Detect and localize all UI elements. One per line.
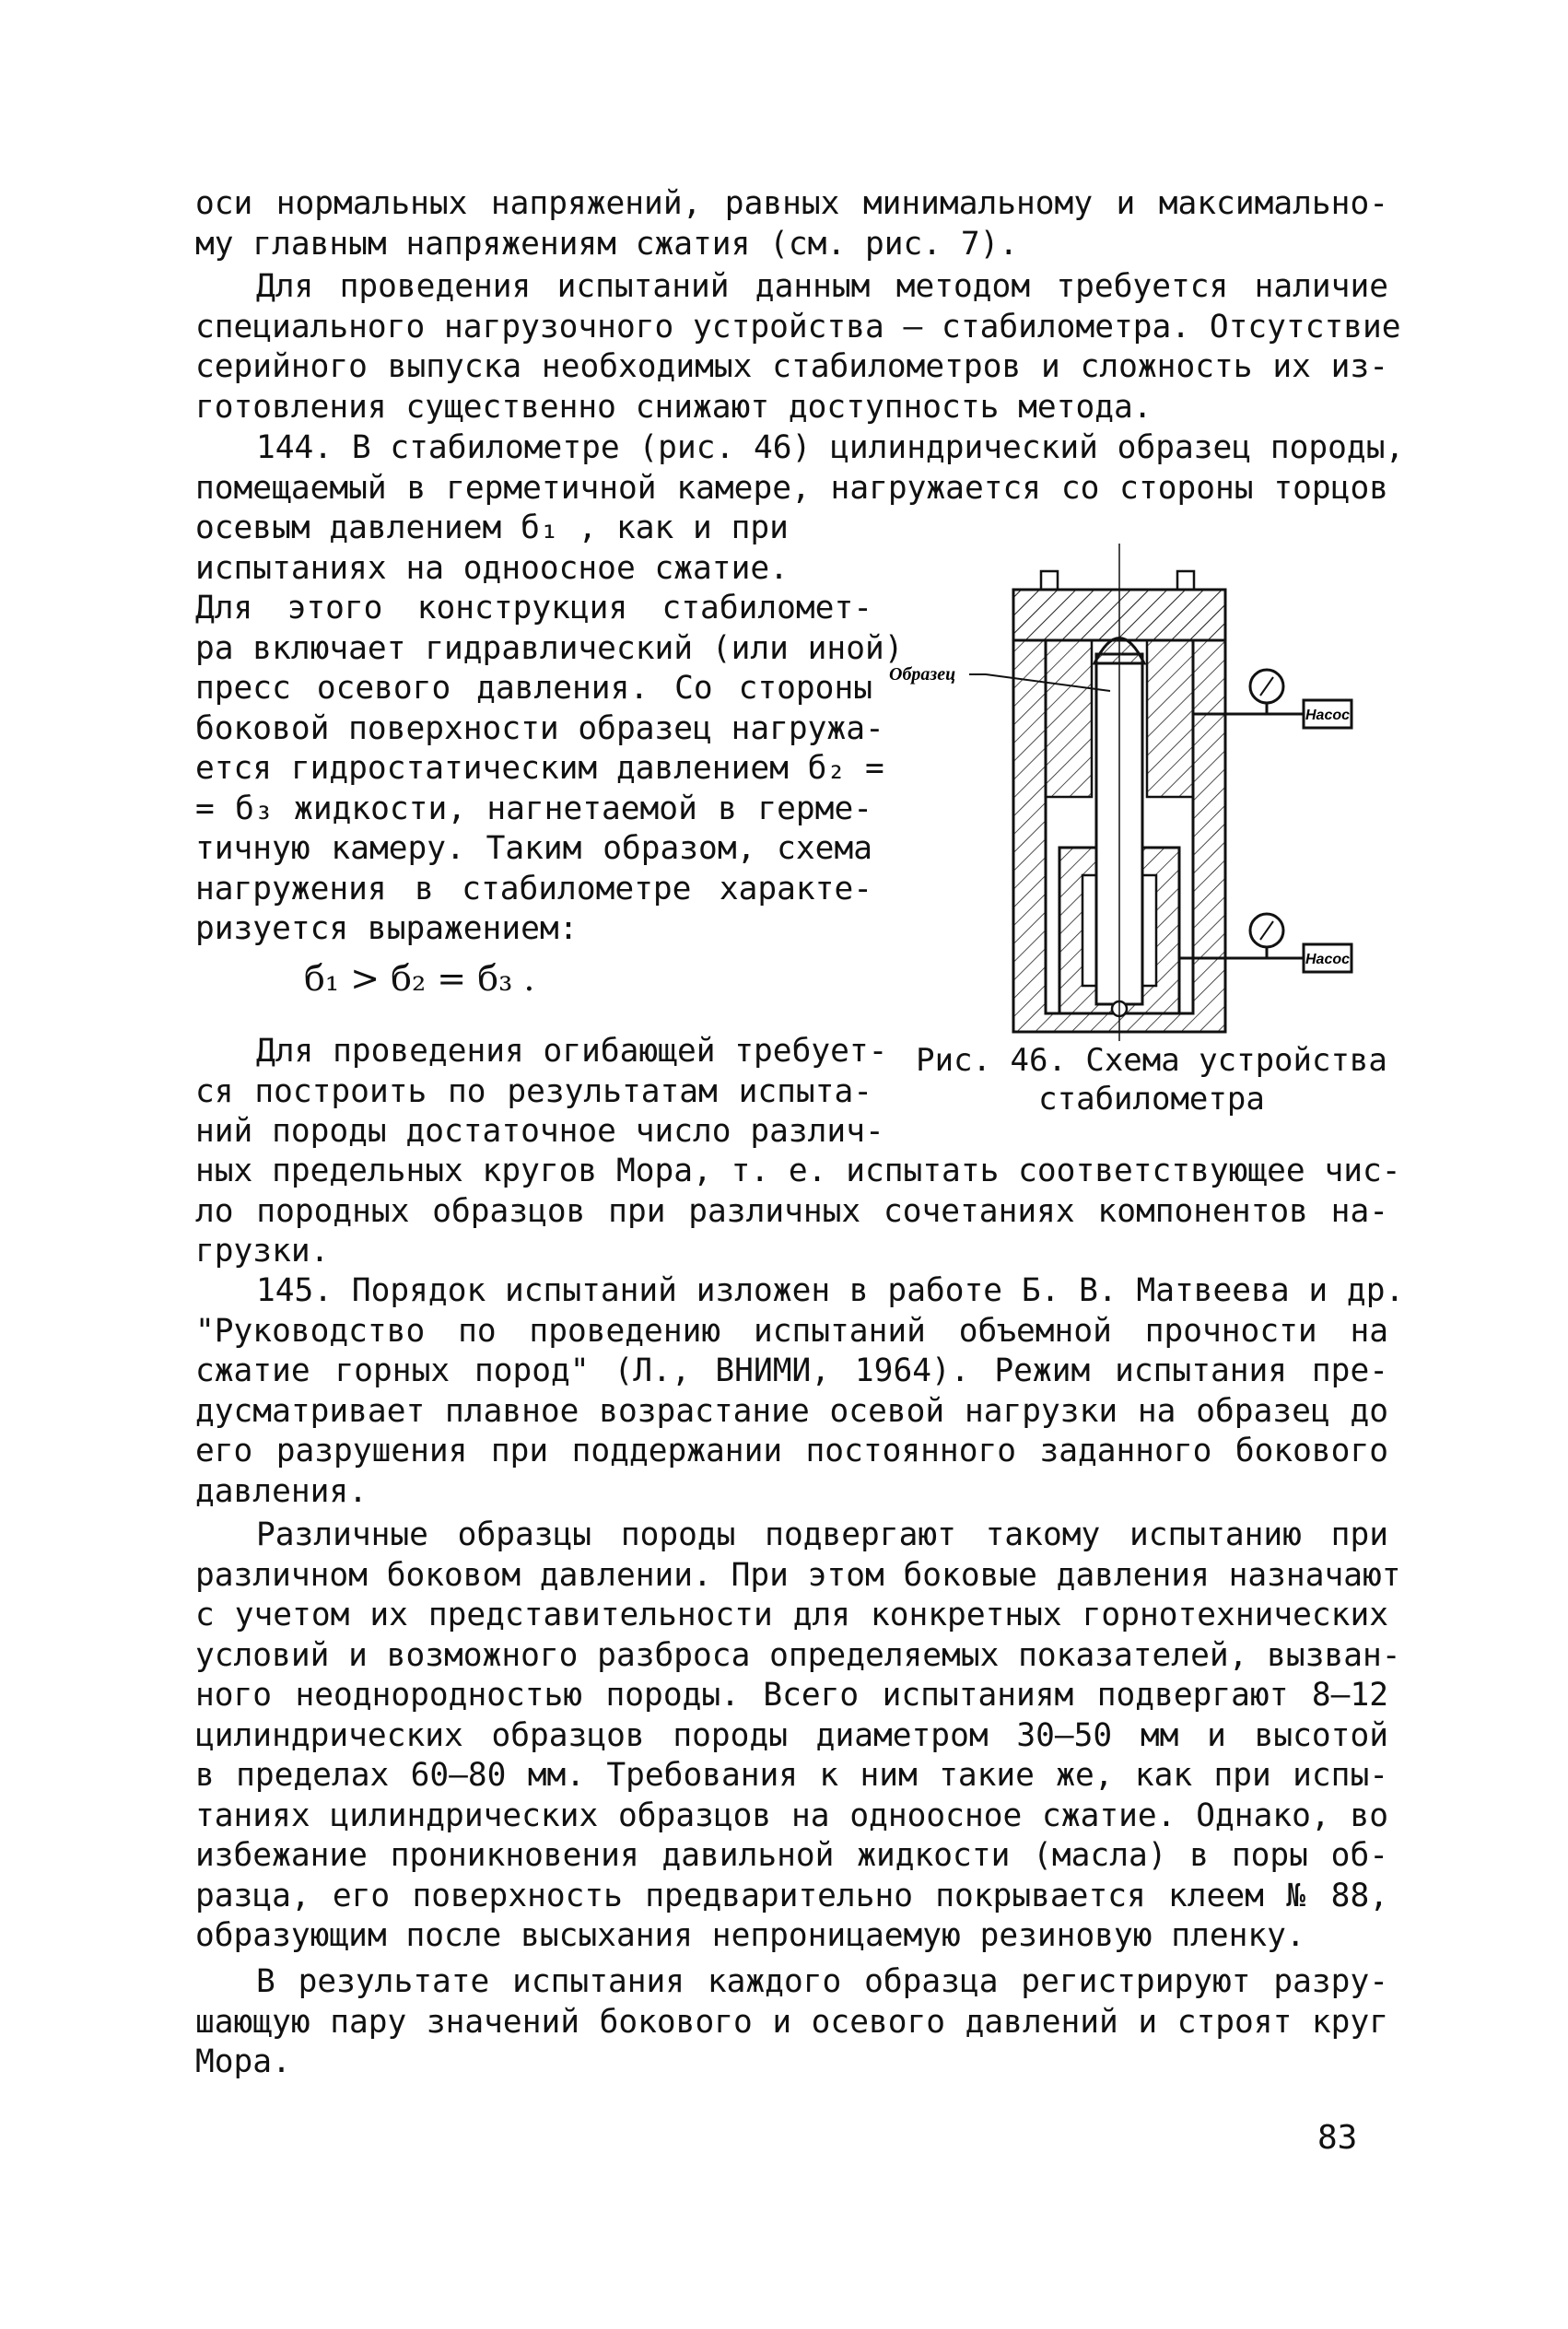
text-line: ся построить по результатам испыта- bbox=[195, 1072, 872, 1110]
text-line: условий и возможного разброса определяемых показателей, вызван- bbox=[195, 1636, 1401, 1674]
text-line: ний породы достаточное число различ- bbox=[195, 1113, 884, 1150]
text-line: му главным напряжениям сжатия (см. рис. 7). bbox=[195, 225, 1019, 263]
text-line: ных предельных кругов Мора, т. е. испытать соответствующее чис- bbox=[195, 1153, 1401, 1189]
top-pump-label: Насос bbox=[1305, 708, 1351, 723]
text-line: В результате испытания каждого образца регистрируют разру- bbox=[256, 1963, 1388, 2000]
bottom-pump-label: Насос bbox=[1305, 952, 1351, 967]
text-line: таниях цилиндрических образцов на одноосное сжатие. Однако, во bbox=[195, 1796, 1388, 1834]
sample-label: Образец bbox=[889, 664, 956, 685]
text-line: нагружения в стабилометре характе- bbox=[195, 870, 872, 907]
text-line: Для этого конструкция стабиломет- bbox=[195, 590, 872, 626]
text-line: ра включает гидравлический (или иной) bbox=[195, 629, 904, 667]
paragraph-envelope-wide bbox=[195, 1152, 1401, 1272]
text-line: ного неоднородностью породы. Всего испытаниям подвергают 8–12 bbox=[195, 1677, 1388, 1714]
text-line: давления. bbox=[195, 1472, 368, 1510]
paragraph-144 bbox=[195, 428, 1405, 509]
text-line: его разрушения при поддержании постоянного заданного бокового bbox=[195, 1433, 1388, 1469]
text-line: Для проведения огибающей требует- bbox=[256, 1033, 888, 1070]
caption-line: стабилометра bbox=[1038, 1081, 1265, 1118]
text-line: дусматривает плавное возрастание осевой нагрузки на образец до bbox=[195, 1392, 1388, 1430]
text-line: в пределах 60–80 мм. Требования к ним такие же, как при испы- bbox=[195, 1757, 1388, 1794]
bolt-left bbox=[1041, 571, 1058, 590]
text-line: 144. В стабилометре (рис. 46) цилиндрический образец породы, bbox=[256, 429, 1405, 466]
paragraph-envelope bbox=[195, 1032, 888, 1153]
text-line: серийного выпуска необходимых стабилометров и сложность их из- bbox=[195, 348, 1388, 385]
text-line: образующим после высыхания непроницаемую резиновую пленку. bbox=[195, 1917, 1305, 1954]
text-line: Для проведения испытаний данным методом требуется наличие bbox=[256, 268, 1388, 305]
text-line: оси нормальных напряжений, равных минимальному и максимально- bbox=[195, 185, 1388, 222]
inequality-formula: б₁ > б₂ = б₃ . bbox=[304, 958, 535, 999]
chamber-wall-left bbox=[1046, 640, 1092, 797]
bolt-right bbox=[1177, 571, 1194, 590]
paragraph-result bbox=[195, 1962, 1388, 2083]
page-number: 83 bbox=[1317, 2119, 1358, 2157]
text-line: ризуется выражением: bbox=[195, 910, 579, 947]
paragraph-continuation bbox=[195, 184, 1388, 264]
text-line: разца, его поверхность предварительно покрывается клеем № 88, bbox=[195, 1877, 1388, 1914]
paragraph-samples bbox=[195, 1516, 1401, 1957]
text-line: Различные образцы породы подвергают такому испытанию при bbox=[256, 1516, 1388, 1553]
text-line: с учетом их представительности для конкретных горнотехнических bbox=[195, 1597, 1388, 1633]
text-line: тичную камеру. Таким образом, схема bbox=[195, 830, 872, 867]
text-line: готовления существенно снижают доступность метода. bbox=[195, 388, 1153, 426]
caption-line: Рис. 46. Схема устройства bbox=[916, 1042, 1387, 1079]
chamber-wall-right bbox=[1147, 640, 1193, 797]
text-line: ло породных образцов при различных сочетаниях компонентов на- bbox=[195, 1192, 1388, 1230]
text-line: специального нагрузочного устройства – стабилометра. Отсутствие bbox=[195, 308, 1401, 345]
text-line: грузки. bbox=[195, 1233, 330, 1270]
text-line: Мора. bbox=[195, 2043, 291, 2080]
text-line: избежание проникновения давильной жидкости (масла) в поры об- bbox=[195, 1837, 1388, 1874]
text-line: шающую пару значений бокового и осевого давлений и строят круг bbox=[195, 2003, 1388, 2041]
text-line: помещаемый в герметичной камере, нагружается со стороны торцов bbox=[195, 469, 1388, 507]
text-line: = б₃ жидкости, нагнетаемой в герме- bbox=[195, 790, 872, 827]
text-line: сжатие горных пород" (Л., ВНИМИ, 1964). Режим испытания пре- bbox=[195, 1352, 1388, 1389]
text-line: боковой поверхности образец нагружа- bbox=[195, 709, 884, 747]
figure-caption bbox=[903, 1041, 1400, 1118]
paragraph-stabilometer-need bbox=[195, 267, 1401, 427]
text-line: "Руководство по проведению испытаний объемной прочности на bbox=[195, 1312, 1388, 1350]
paragraph-145 bbox=[195, 1271, 1405, 1512]
text-line: ется гидростатическим давлением б₂ = bbox=[195, 750, 884, 787]
text-line: испытаниях на одноосное сжатие. bbox=[195, 549, 789, 587]
paragraph-144-narrow bbox=[195, 509, 904, 950]
text-line: пресс осевого давления. Со стороны bbox=[195, 670, 872, 707]
text-line: осевым давлением б₁ , как и при bbox=[195, 509, 789, 546]
text-line: цилиндрических образцов породы диаметром 30–50 мм и высотой bbox=[195, 1716, 1388, 1754]
text-line: различном боковом давлении. При этом боковые давления назначают bbox=[195, 1556, 1401, 1594]
text-line: 145. Порядок испытаний изложен в работе Б. В. Матвеева и др. bbox=[256, 1272, 1405, 1309]
stabilometer-diagram bbox=[884, 544, 1400, 1041]
